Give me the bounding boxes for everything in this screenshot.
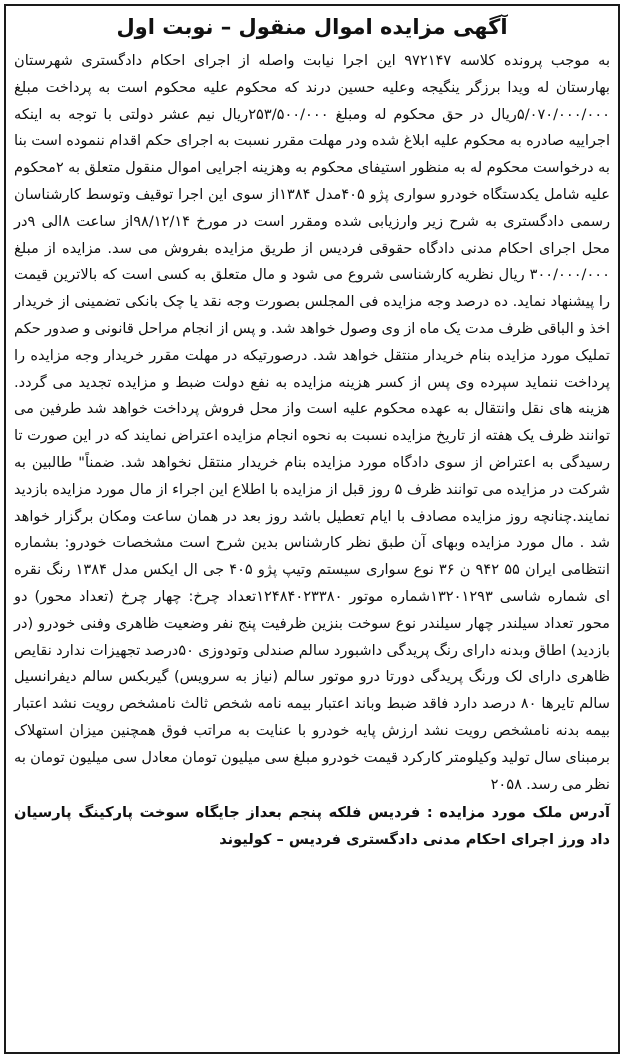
address-text: : فردیس فلکه پنجم بعداز جایگاه سوخت پارکینگ پارسیان داد ورز اجرای احکام مدنی دادگستری فردیس – کولیوند	[14, 804, 610, 849]
address-label: آدرس ملک مورد مزایده	[439, 804, 610, 822]
auction-notice	[4, 4, 620, 1054]
notice-title: آگهی مزایده اموال منقول – نوبت اول	[116, 15, 508, 39]
auction-address	[14, 800, 610, 854]
notice-body: به موجب پرونده کلاسه ۹۷۲۱۴۷ این اجرا نیابت واصله از اجرای احکام دادگستری شهرستان بهارستان له ویدا برزگر ینگیجه وعلیه حسین درند که محکوم علیه محکوم است به پرداخت مبلغ ۵/۰۷۰/۰۰۰/۰۰۰ریال در حق محکوم له ومبلغ ۲۵۳/۵۰۰/۰۰۰ریال نیم عشر دولتی با توجه به اینکه اجراییه صادره به محکوم علیه ابلاغ شده ودر مهلت مقرر نسبت به اجرای حکم اقدام ننموده است بنا به درخواست محکوم له به منظور استیفای محکوم به وهزینه اجرایی اموال منقول متعلق به ۲محکوم علیه شامل یکدستگاه خودرو سواری پژو ۴۰۵مدل ۱۳۸۴از سوی این اجرا توقیف وتوسط کارشناسان رسمی دادگستری به شرح زیر وارزیابی شده ومقرر است در مورخ ۹۸/۱۲/۱۴از ساعت ۸الی ۹در محل اجرای احکام مدنی دادگاه حقوقی فردیس از طریق مزایده بفروش می سد. مزایده از مبلغ ۳۰۰/۰۰۰/۰۰۰ ریال نظریه کارشناسی شروع می شود و مال متعلق به کسی است که بالاترین قیمت را پیشنهاد نماید. ده درصد وجه مزایده فی المجلس بصورت وجه نقد یا چک بانکی تضمینی از خریدار اخذ و الباقی ظرف مدت یک ماه از وی وصول خواهد شد. و پس از انجام مراحل قانونی و صدور حکم تملیک مورد مزایده بنام خریدار منتقل خواهد شد. درصورتیکه در مهلت مقرر خریدار وجه مزایده را پرداخت ننماید سپرده وی پس از کسر هزینه مزایده به نفع دولت ضبط و مزایده تجدید می گردد. هزینه های نقل وانتقال به عهده محکوم علیه است واز محل فروش پرداخت خواهد شد طرفین می توانند ظرف یک هفته از تاریخ مزایده نسبت به نحوه انجام مزایده اعتراض نمایند که در این صورت تا رسیدگی به اعتراض از سوی دادگاه مورد مزایده بنام خریدار منتقل نخواهد شد. ضمناً" طالبین به شرکت در مزایده می توانند ظرف ۵ روز قبل از مزایده با اطلاع این اجراء از مال مورد مزایده بازدید نمایند.چنانچه روز مزایده مصادف با ایام تعطیل باشد روز بعد در همان ساعت ومکان برگزار خواهد شد . مال مورد مزایده وبهای آن طبق نظر کارشناس بدین شرح است مشخصات خودرو: بشماره انتظامی ایران ۵۵ ۹۴۲ ن ۳۶ نوع سواری سیستم وتیپ پژو ۴۰۵ جی ال ایکس مدل ۱۳۸۴ رنگ نقره ای شماره شاسی ۱۳۲۰۱۲۹۳شماره موتور ۱۲۴۸۴۰۲۳۳۸۰تعداد چرخ: چهار چرخ (تعداد محور) دو محور تعداد سیلندر چهار سیلندر نوع سوخت بنزین ظرفیت پنج نفر وضعیت ظاهری وفنی خودرو (در بازدید) اطاق وبدنه دارای رنگ پریدگی داشبورد سالم صندلی وتودوزی ۵۰درصد تجهیزات ندارد نقایص ظاهری دارای لک ورنگ پریدگی دورتا درو موتور سالم (نیاز به سرویس) گیربکس سالم دیفرانسیل سالم تایرها ۸۰ درصد دارد فاقد ضبط وباند اعتبار بیمه نامه شخص ثالث نامشخص رویت نشد اعتبار بیمه بدنه نامشخص رویت نشد ارزش پایه خودرو با عنایت به مراتب فوق همچنین میزان استهلاک برمبنای سال تولید وکیلومتر کارکرد قیمت خودرو مبلغ سی میلیون تومان معادل سی میلیون تومان به نظر می رسد. ۲۰۵۸	[14, 52, 611, 793]
